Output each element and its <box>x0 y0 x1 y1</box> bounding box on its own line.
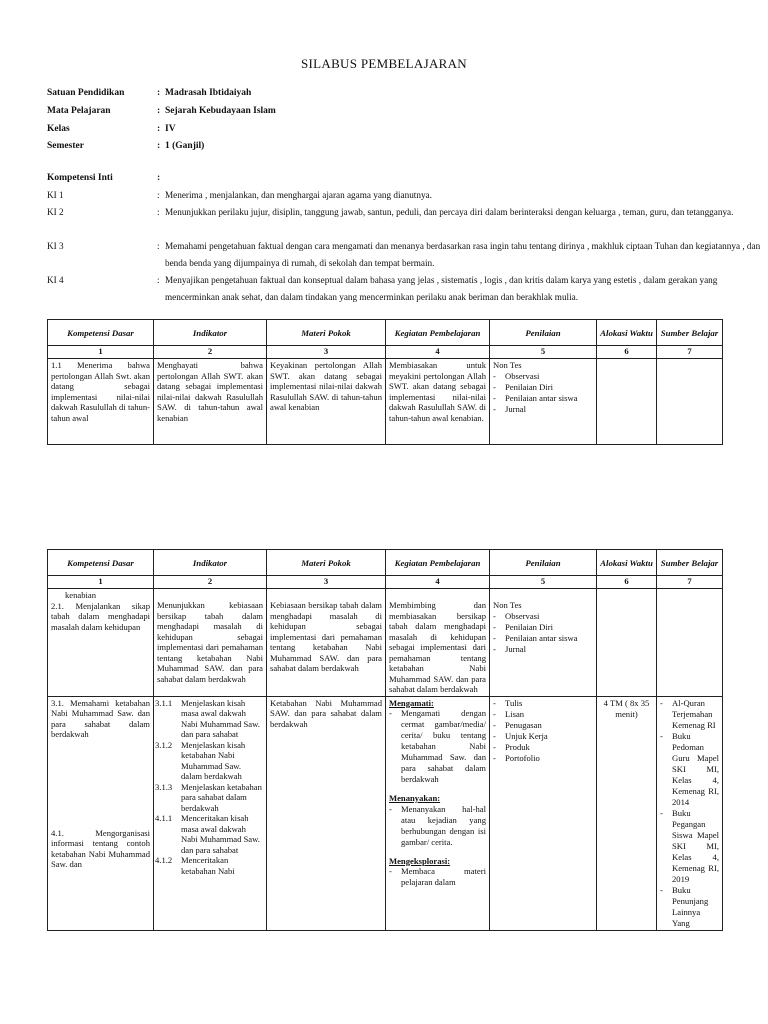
kegiatan-cell <box>386 696 490 930</box>
meta-label: Kelas <box>47 124 70 134</box>
col-number: 2 <box>154 576 267 589</box>
meta-value: Madrasah Ibtidaiyah <box>165 88 252 98</box>
materi-cell: Ketabahan Nabi Muhammad SAW. dan para sahabat dalam berdakwah <box>267 696 386 930</box>
penilaian-heading: Non Tes <box>493 600 522 610</box>
meta-value: Sejarah Kebudayaan Islam <box>165 106 276 116</box>
header-materi: Materi Pokok <box>267 320 386 346</box>
col-number: 1 <box>48 346 154 359</box>
alokasi-cell <box>597 589 657 697</box>
indikator-cell: Menunjukkan kebiasaan bersikap tabah dalam menghadapi masalah di kehidupan sebagai implementasi dari pemahaman tentang ketabahan Nabi Muhammad SAW. dan para sahabat dalam berdakwah <box>154 589 267 697</box>
list-item: - Unjuk Kerja <box>493 731 593 742</box>
kd3-text: 3.1. Memahami ketabahan Nabi Muhammad Saw. dan para sahabat dalam berdakwah <box>51 697 150 739</box>
kd4-text: 4.1. Mengorganisasi informasi tentang contoh ketabahan Nabi Muhammad Saw. dan <box>51 827 150 869</box>
materi-cell: Keyakinan pertolongan Allah SWT. akan datang sebagai implementasi nilai-nilai dakwah Rasulullah SAW. di tahun-tahun awal kenabian <box>267 359 386 445</box>
kegiatan-cell: Membimbing dan membiasakan bersikap tabah dalam menghadapi masalah di kehidupan sebagai implementasi dari pemahaman tentang ketabahan Nabi Muhammad SAW. dan para sahabat dalam berdakwah <box>386 589 490 697</box>
meta-label: Mata Pelajaran <box>47 106 111 116</box>
meta-value: 1 (Ganjil) <box>165 141 205 151</box>
indikator-item: 4.1.2 Menceritakan ketabahan Nabi <box>155 855 235 876</box>
number-row <box>48 346 723 359</box>
list-item: - Penugasan <box>493 720 593 731</box>
col-number: 6 <box>597 576 657 589</box>
list-item: - Portofolio <box>493 753 593 764</box>
indikator-item: 3.1.3 Menjelaskan ketabahan para sahabat dalam berdakwah <box>155 781 262 813</box>
ki-label: KI 2 <box>47 207 64 217</box>
col-number: 3 <box>267 576 386 589</box>
list-item: - Buku Penunjang Lainnya Yang <box>660 885 719 929</box>
col-number: 5 <box>490 576 597 589</box>
materi-cell: Kebiasaan bersikap tabah dalam menghadapi masalah di kehidupan sebagai implementasi dari pemahaman tentang ketabahan Nabi Muhammad SAW. dan para sahabat dalam berdakwah <box>267 589 386 697</box>
ki-text: Menerima , menjalankan, dan menghargai ajaran agama yang dianutnya. <box>165 190 432 200</box>
table-row <box>48 696 723 930</box>
indikator-item: 3.1.2 Menjelaskan kisah ketabahan Nabi Muhammad Saw. dalam berdakwah <box>155 739 246 781</box>
ki-label: KI 4 <box>47 275 64 285</box>
list-item: - Al-Quran Terjemahan Kemenag RI <box>660 698 719 731</box>
kegiatan-heading: Menanyakan: <box>389 793 441 803</box>
penilaian-heading: Non Tes <box>493 360 522 370</box>
table-row <box>48 589 723 697</box>
kegiatan-heading: Mengeksplorasi: <box>389 855 451 866</box>
list-item: - Penilaian antar siswa <box>493 393 593 404</box>
list-item: - Membaca materi pelajaran dalam <box>389 866 486 888</box>
sumber-cell <box>657 359 723 445</box>
sumber-cell <box>657 589 723 697</box>
header-penilaian: Penilaian <box>490 320 597 346</box>
kd-cell <box>48 696 154 930</box>
list-item: - Produk <box>493 742 593 753</box>
kd-cell <box>48 589 154 697</box>
header-penilaian: Penilaian <box>490 550 597 576</box>
carry-text: kenabian <box>65 590 97 600</box>
syllabus-table-2 <box>47 549 723 931</box>
header-kegiatan: Kegiatan Pembelajaran <box>386 320 490 346</box>
penilaian-list <box>493 698 593 764</box>
ki-text: Menyajikan pengetahuan faktual dan konseptual dalam bahasa yang jelas , sistematis , logis , dan kritis dalam karya yang estetis , dalam gerakan yang mencerminkan anak sehat, dan dalam tindakan yang mencerminkan perilaku anak beriman dan berakhlak mulia. <box>165 275 718 302</box>
header-row <box>48 550 723 576</box>
header-kd: Kompetensi Dasar <box>48 320 154 346</box>
penilaian-cell <box>490 359 597 445</box>
number-row <box>48 576 723 589</box>
list-item: - Penilaian Diri <box>493 382 593 393</box>
header-kegiatan: Kegiatan Pembelajaran <box>386 550 490 576</box>
col-number: 1 <box>48 576 154 589</box>
syllabus-table-1 <box>47 319 723 445</box>
table-row <box>48 359 723 445</box>
list-item: - Buku Pedoman Guru Mapel SKI MI, Kelas 4, Kemenag RI, 2014 <box>660 731 719 808</box>
list-item: - Mengamati dengan cermat gambar/media/ cerita/ buku tentang ketabahan Nabi Muhammad Saw. dan para sahabat dalam berdakwah <box>389 708 486 785</box>
kd-cell: 1.1 Menerima bahwa pertolongan Allah Swt. akan datang sebagai implementasi nilai-nilai dakwah Rasulullah di tahun-tahun awal <box>48 359 154 445</box>
penilaian-cell <box>490 696 597 930</box>
meta-label: Semester <box>47 141 84 151</box>
header-alokasi: Alokasi Waktu <box>597 550 657 576</box>
header-alokasi: Alokasi Waktu <box>597 320 657 346</box>
indikator-cell: Menghayati bahwa pertolongan Allah SWT. akan datang sebagai implementasi nilai-nilai dakwah Rasulullah SAW. di tahun-tahun awal kenabian <box>154 359 267 445</box>
header-materi: Materi Pokok <box>267 550 386 576</box>
alokasi-cell <box>597 359 657 445</box>
list-item: - Jurnal <box>493 404 593 415</box>
list-item: - Lisan <box>493 709 593 720</box>
col-number: 6 <box>597 346 657 359</box>
col-number: 4 <box>386 346 490 359</box>
header-sumber: Sumber Belajar <box>657 550 723 576</box>
list-item: - Jurnal <box>493 644 593 655</box>
ki-label: KI 1 <box>47 190 64 200</box>
col-number: 5 <box>490 346 597 359</box>
ki-text: Memahami pengetahuan faktual dengan cara mengamati dan menanya berdasarkan rasa ingin tahu tentang dirinya , makhluk ciptaan Tuhan dan kegiatannya , dan benda benda yang dijumpainya di rumah, di sekolah dan tempat bermain. <box>165 241 761 268</box>
meta-value: IV <box>165 124 176 134</box>
sumber-cell <box>657 696 723 930</box>
penilaian-list <box>493 611 593 655</box>
header-indikator: Indikator <box>154 320 267 346</box>
header-sumber: Sumber Belajar <box>657 320 723 346</box>
list-item: - Tulis <box>493 698 593 709</box>
indikator-item: 4.1.1 Menceritakan kisah masa awal dakwah Nabi Muhammad Saw. dan para sahabat <box>155 813 260 855</box>
page-title: SILABUS PEMBELAJARAN <box>301 56 467 71</box>
col-number: 4 <box>386 576 490 589</box>
meta-label: Satuan Pendidikan <box>47 88 125 98</box>
list-item: - Menanyakan hal-hal atau kejadian yang berhubungan dengan isi gambar/ cerita. <box>389 804 486 848</box>
kegiatan-cell: Membiasakan untuk meyakini pertolongan Allah SWT. akan datang sebagai implementasi nilai-nilai dakwah Rasulullah SAW. di tahun-tahun awal kenabian. <box>386 359 490 445</box>
header-row <box>48 320 723 346</box>
list-item: - Penilaian Diri <box>493 622 593 633</box>
list-item: - Observasi <box>493 611 593 622</box>
col-number: 3 <box>267 346 386 359</box>
ki-heading: Kompetensi Inti <box>47 173 113 183</box>
indikator-item: 3.1.1 Menjelaskan kisah masa awal dakwah Nabi Muhammad Saw. dan para sahabat <box>155 697 260 739</box>
alokasi-cell: 4 TM ( 8x 35 menit) <box>597 696 657 930</box>
header-kd: Kompetensi Dasar <box>48 550 154 576</box>
list-item: - Observasi <box>493 371 593 382</box>
penilaian-list <box>493 371 593 415</box>
ki-label: KI 3 <box>47 241 64 251</box>
list-item: - Buku Pegangan Siswa Mapel SKI MI, Kelas 4, Kemenag RI, 2019 <box>660 808 719 885</box>
col-number: 7 <box>657 576 723 589</box>
sumber-list <box>660 698 719 929</box>
header-indikator: Indikator <box>154 550 267 576</box>
col-number: 2 <box>154 346 267 359</box>
ki-text: Menunjukkan perilaku jujur, disiplin, tanggung jawab, santun, peduli, dan percaya diri dalam berinteraksi dengan keluarga , teman, guru, dan tetangganya. <box>165 207 734 217</box>
kegiatan-heading: Mengamati: <box>389 697 434 708</box>
indikator-cell <box>154 696 267 930</box>
penilaian-cell <box>490 589 597 697</box>
kd-text: 2.1. Menjalankan sikap tabah dalam menghadapi masalah dalam kehidupan <box>51 600 150 632</box>
col-number: 7 <box>657 346 723 359</box>
list-item: - Penilaian antar siswa <box>493 633 593 644</box>
